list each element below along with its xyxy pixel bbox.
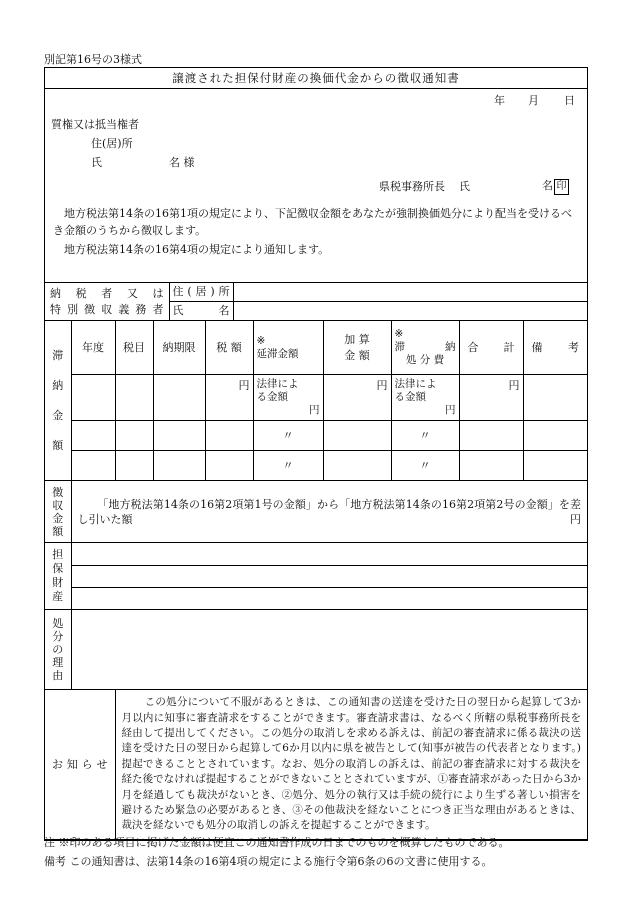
form-id: 別記第16号の3様式: [44, 53, 142, 66]
addressee-label: 質権又は抵当権者: [51, 118, 139, 131]
taxpayer-label: 納 税 者 又 は 特別徴収義務者: [45, 283, 169, 321]
header-tax-item: 税目: [115, 321, 153, 375]
body-paragraph-1: 地方税法第14条の16第1項の規定により、下記徴収金額をあなたが強制換価処分により配当を受けるべき金額のうちから徴収します。: [53, 207, 572, 237]
ditto-mark: 〃: [253, 421, 323, 451]
disposition-fee-legal: 法律によ る金額 円: [391, 375, 459, 421]
collateral-table: [45, 542, 587, 610]
ditto-mark: 〃: [391, 451, 459, 481]
addressee-name-label-a: 氏: [91, 156, 102, 169]
issuer-name-b: 名: [542, 179, 553, 192]
header-late-fee: ※ 延滞金額: [253, 321, 323, 375]
taxpayer-table: [45, 282, 587, 321]
table-row: [45, 375, 587, 421]
date-day: 日: [564, 94, 575, 107]
issuer-name-a: 氏: [459, 180, 470, 193]
body-paragraph-2: 地方税法第14条の16第4項の規定により通知します。: [64, 243, 330, 256]
collateral-row: [71, 543, 587, 566]
header-section: [45, 89, 587, 282]
collateral-row: [71, 566, 587, 588]
addressee-name-label-b: 名 様: [169, 156, 195, 169]
additional-tax-yen: 円: [323, 375, 391, 421]
taxpayer-address-value: [233, 283, 587, 302]
table-row: [45, 451, 587, 481]
late-fee-legal: 法律によ る金額 円: [253, 375, 323, 421]
header-tax-amount: 税 額: [205, 321, 253, 375]
collateral-section-label: 担 保 財 産: [45, 543, 71, 610]
reason-section-label: 処 分 の 理 由: [45, 610, 71, 690]
collection-text: 「地方税法第14条の16第2項第1号の金額」から「地方税法第14条の16第2項第2号の金額」を差し引いた額 円: [71, 481, 587, 543]
collection-section-label: 徴 収 金 額: [45, 481, 71, 543]
reason-value: [71, 610, 587, 690]
collateral-row: [71, 588, 587, 610]
total-yen: 円: [459, 375, 523, 421]
issuer-office: 県税事務所長: [379, 180, 445, 193]
ditto-mark: 〃: [391, 421, 459, 451]
table-row: [45, 421, 587, 451]
delinquent-table: [45, 320, 587, 481]
ditto-mark: 〃: [253, 451, 323, 481]
date-month: 月: [528, 94, 539, 107]
header-remarks: 備 考: [523, 321, 587, 375]
notice-text: この処分について不服があるときは、この通知書の送達を受けた日の翌日から起算して3か月以内に知事に審査請求をすることができます。審査請求書は、なるべく所轄の県税事務所長を経由して提出してください。この処分の取消しを求める訴えは、前記の審査請求に係る裁決の送達を受けた日の翌日から起算して6か月以内に県を被告として(知事が被告の代表者となります。)提起できることとされています。なお、処分の取消しの訴えは、前記の審査請求に対する裁決を経た後でなければ提起することができないこととされていますが、①審査請求があった日から3か月を経過しても裁決がないとき、②処分、処分の執行又は手続の続行により生ずる著しい損害を避けるため緊急の必要があるとき、③その他裁決を経ないことにつき正当な理由があるときは、裁決を経ないでも処分の取消しの訴えを提起することができます。: [115, 690, 587, 840]
delinquent-section-label: 滞 納 金 額: [45, 321, 71, 481]
header-disposition-fee: ※ 滞 納 処 分 費: [391, 321, 459, 375]
footnote-remark: 備考 この通知書は、法第14条の16第4項の規定による施行令第6条の6の文書に使用する。: [44, 855, 493, 868]
taxpayer-name-value: [233, 302, 587, 321]
date-year: 年: [494, 94, 505, 107]
seal-mark: 印: [554, 179, 569, 195]
reason-table: [45, 609, 587, 690]
taxpayer-name-label: 氏 名: [169, 302, 233, 321]
document-title: 譲渡された担保付財産の換価代金からの徴収通知書: [45, 68, 587, 89]
addressee-address-label: 住(居)所: [91, 137, 133, 150]
notice-form: [44, 67, 588, 841]
header-year: 年度: [71, 321, 115, 375]
header-additional-tax: 加 算 金 額: [323, 321, 391, 375]
notice-label: お 知 ら せ: [45, 690, 115, 840]
notice-table: [45, 689, 587, 840]
header-total: 合 計: [459, 321, 523, 375]
collection-table: [45, 480, 587, 543]
header-due-date: 納期限: [153, 321, 205, 375]
footnote-note: 注 ※印のある項目に掲げた金額は便宜この通知書作成の日までのものを概算したものである。: [44, 836, 510, 849]
taxpayer-address-label: 住(居)所: [169, 283, 233, 302]
tax-amount-yen: 円: [205, 375, 253, 421]
